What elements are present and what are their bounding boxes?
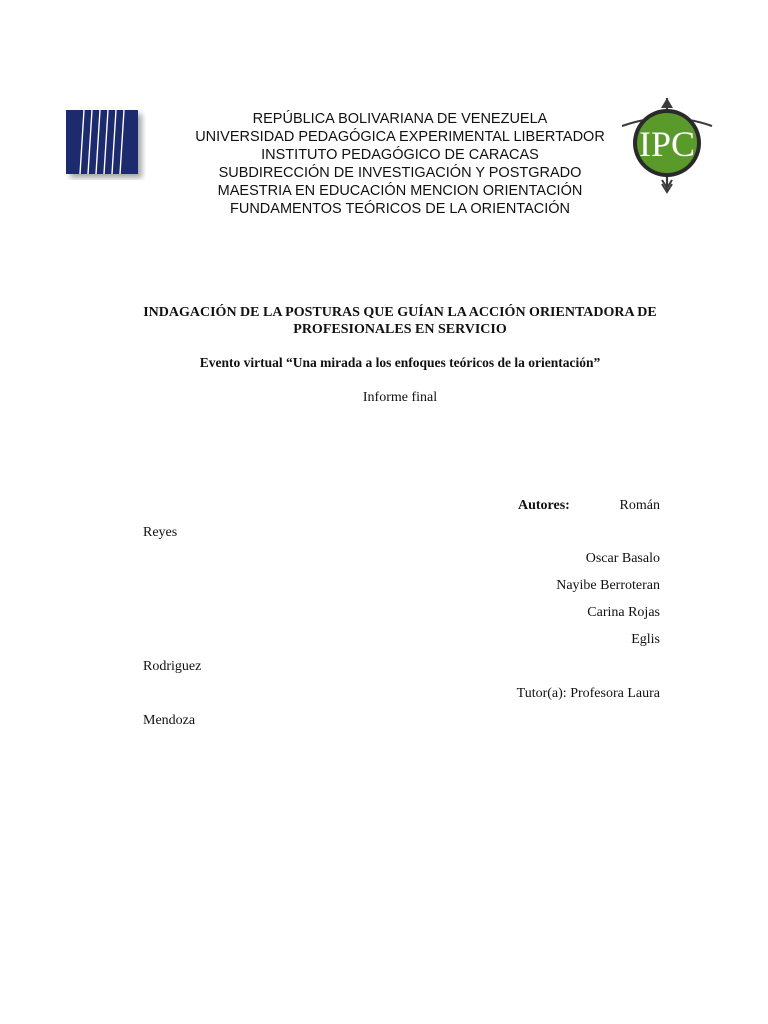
authors-label: Autores: xyxy=(518,498,570,513)
institution-header xyxy=(150,110,650,218)
report-type: Informe final xyxy=(362,390,438,405)
header-line: UNIVERSIDAD PEDAGÓGICA EXPERIMENTAL LIBERTADOR xyxy=(195,129,605,145)
author-name: Oscar Basalo xyxy=(585,551,660,566)
author-name: Carina Rojas xyxy=(587,605,660,620)
tutor-line: Tutor(a): Profesora Laura xyxy=(516,686,660,701)
author-name: Nayibe Berroteran xyxy=(556,578,660,593)
header-line: MAESTRIA EN EDUCACIÓN MENCION ORIENTACIÓN xyxy=(217,183,583,199)
header-line: INSTITUTO PEDAGÓGICO DE CARACAS xyxy=(261,147,539,163)
author-first-surname: Reyes xyxy=(143,525,178,540)
author-last-surname: Rodriguez xyxy=(143,659,202,674)
header-line: REPÚBLICA BOLIVARIANA DE VENEZUELA xyxy=(252,111,548,127)
author-first-name: Román xyxy=(619,498,660,513)
header-line: FUNDAMENTOS TEÓRICOS DE LA ORIENTACIÓN xyxy=(230,201,570,217)
ipc-logo-text: IPC xyxy=(638,124,696,164)
document-title xyxy=(120,304,680,338)
title-line: PROFESIONALES EN SERVICIO xyxy=(293,322,507,337)
upel-logo-icon xyxy=(66,108,146,180)
event-subtitle: Evento virtual “Una mirada a los enfoques teóricos de la orientación” xyxy=(199,355,601,370)
author-last-name: Eglis xyxy=(631,632,660,647)
title-line: INDAGACIÓN DE LA POSTURAS QUE GUÍAN LA ACCIÓN ORIENTADORA DE xyxy=(143,305,657,320)
header-line: SUBDIRECCIÓN DE INVESTIGACIÓN Y POSTGRADO xyxy=(218,165,582,181)
tutor-surname: Mendoza xyxy=(143,713,196,728)
ipc-logo-icon xyxy=(618,96,716,194)
